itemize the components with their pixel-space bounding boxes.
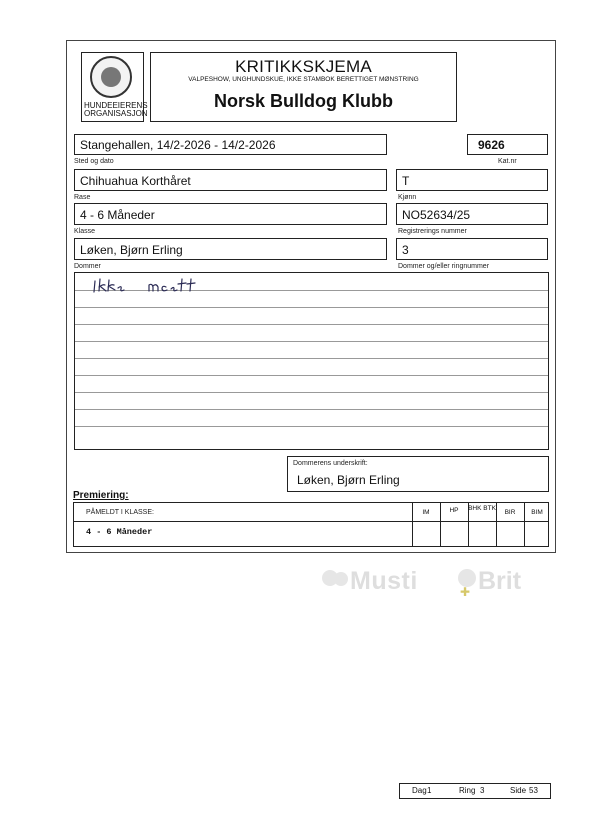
dag-value: 1 — [427, 786, 432, 795]
klasse-field[interactable] — [74, 203, 387, 225]
brit-plus-icon: ✚ — [460, 585, 471, 599]
ring-value: 3 — [480, 786, 485, 795]
bim-header: BIM — [531, 509, 543, 516]
form-title: KRITIKKSKJEMA — [235, 57, 372, 76]
form-subtitle: VALPESHOW, UNGHUNDSKUE, IKKE STAMBOK BERETTIGET MØNSTRING — [188, 76, 419, 83]
registreringsnummer-value: NO52634/25 — [402, 208, 471, 222]
sted-dato-field[interactable] — [74, 134, 387, 155]
dommer-label: Dommer — [74, 263, 101, 270]
handwritten-critique — [91, 275, 216, 297]
kjonn-field[interactable] — [396, 169, 548, 191]
katnr-label: Kat.nr — [498, 158, 517, 165]
class-value: 4 - 6 Måneder — [86, 527, 153, 537]
ringnummer-label: Dommer og/eller ringnummer — [398, 263, 490, 270]
nkk-emblem-icon — [90, 56, 132, 98]
im-header: IM — [422, 509, 430, 516]
kjonn-label: Kjønn — [398, 194, 417, 201]
ringnummer-value: 3 — [402, 243, 409, 257]
musti-logo: Musti — [350, 567, 418, 595]
critique-line — [75, 307, 548, 308]
ringnummer-field[interactable] — [396, 238, 548, 260]
brit-logo: Brit — [478, 567, 522, 595]
katnr-field[interactable] — [467, 134, 548, 155]
katnr-value: 9626 — [478, 138, 505, 152]
registreringsnummer-field[interactable] — [396, 203, 548, 225]
rase-value: Chihuahua Korthåret — [80, 174, 191, 188]
premiering-table — [73, 502, 549, 547]
rase-label: Rase — [74, 194, 91, 201]
critique-area[interactable] — [74, 272, 549, 450]
dag-label: Dag — [412, 786, 427, 795]
critique-line — [75, 426, 548, 427]
ring-label: Ring — [459, 786, 476, 795]
critique-line — [75, 409, 548, 410]
bhk-btk-header: BHK BTK — [468, 505, 496, 512]
side-value: 53 — [529, 786, 538, 795]
hp-header: HP — [449, 507, 459, 514]
side-label: Side — [510, 786, 527, 795]
footer-box — [399, 783, 551, 799]
musti-dog-icon — [334, 572, 348, 586]
logo-caption-line1: HUNDEEIERENS — [84, 101, 148, 110]
header-box — [150, 52, 457, 122]
registreringsnummer-label: Registrerings nummer — [398, 228, 467, 235]
critique-line — [75, 341, 548, 342]
dommer-field[interactable] — [74, 238, 387, 260]
critique-line — [75, 375, 548, 376]
signature-box[interactable] — [287, 456, 549, 492]
rase-field[interactable] — [74, 169, 387, 191]
premiering-heading: Premiering: — [73, 490, 129, 501]
klasse-label: Klasse — [74, 228, 96, 235]
klasse-value: 4 - 6 Måneder — [80, 208, 155, 222]
signature-label: Dommerens underskrift: — [293, 460, 368, 467]
signature-name: Løken, Bjørn Erling — [297, 473, 400, 487]
bir-header: BIR — [504, 509, 516, 516]
critique-line — [75, 358, 548, 359]
pameldt-header: PÅMELDT I KLASSE: — [86, 509, 154, 516]
club-name: Norsk Bulldog Klubb — [214, 91, 393, 111]
logo-caption-line2: ORGANISASJON — [84, 109, 148, 118]
sted-dato-label: Sted og dato — [74, 158, 114, 165]
nkk-logo — [81, 52, 148, 122]
dommer-value: Løken, Bjørn Erling — [80, 243, 183, 257]
critique-line — [75, 392, 548, 393]
kjonn-value: T — [402, 174, 410, 188]
sted-dato-value: Stangehallen, 14/2-2026 - 14/2-2026 — [80, 138, 276, 152]
critique-line — [75, 324, 548, 325]
